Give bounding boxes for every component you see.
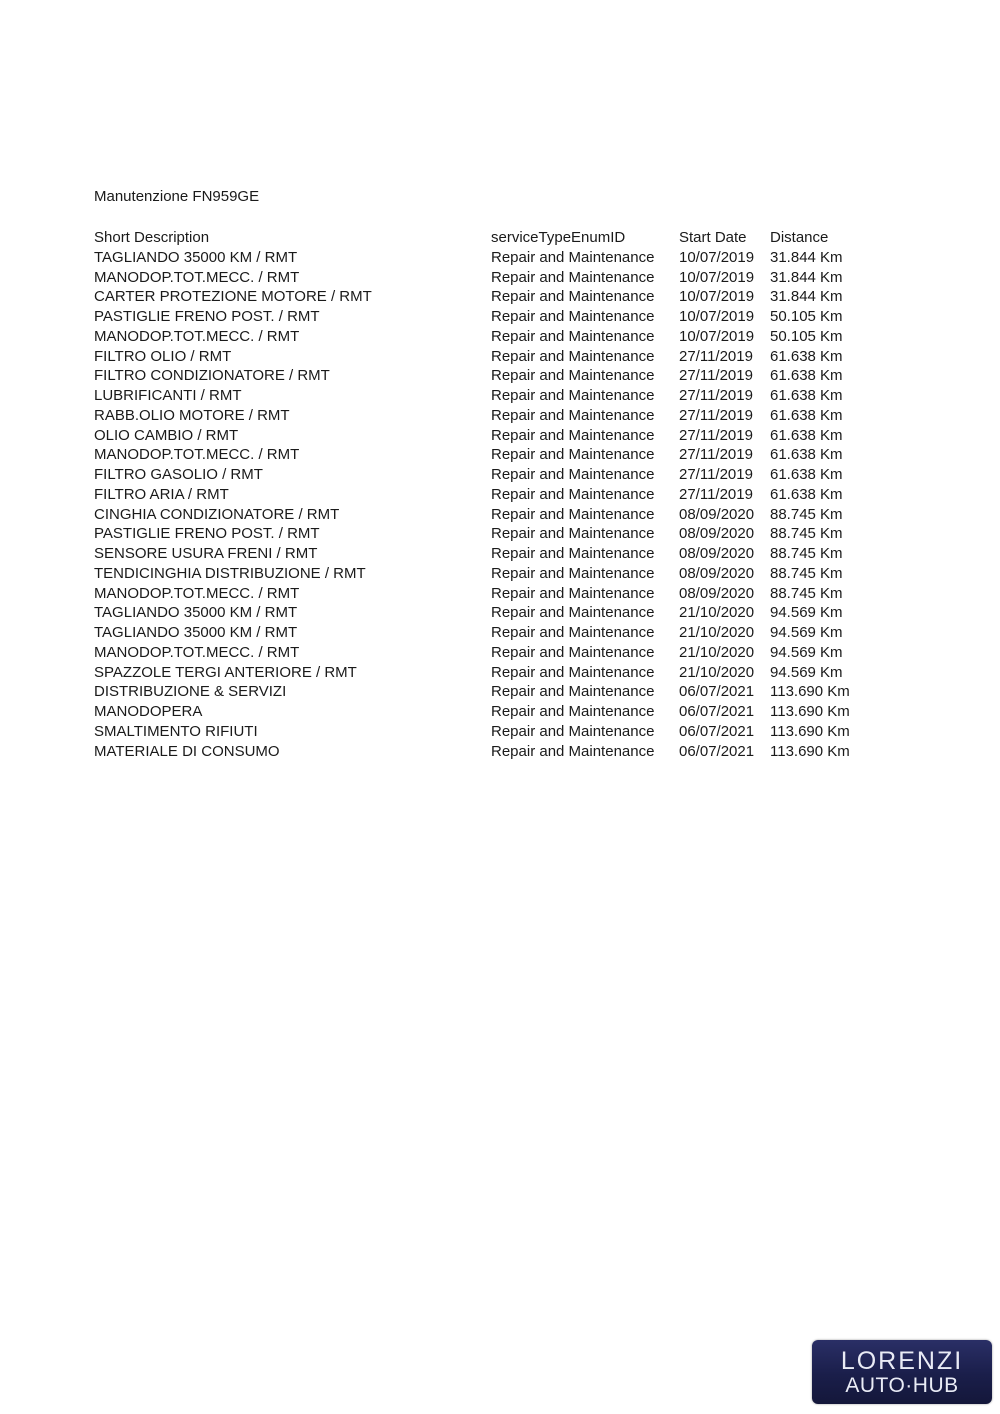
cell-start-date: 08/09/2020	[679, 564, 755, 582]
cell-service-type: Repair and Maintenance	[491, 663, 655, 681]
table-row	[94, 544, 874, 564]
cell-distance: 61.638 Km	[770, 485, 843, 503]
cell-short-description: FILTRO OLIO / RMT	[94, 347, 232, 365]
cell-short-description: MATERIALE DI CONSUMO	[94, 742, 280, 760]
cell-start-date: 10/07/2019	[679, 308, 755, 325]
cell-distance: 94.569 Km	[770, 624, 843, 641]
header-short-description: Short Description	[94, 229, 210, 246]
cell-start-date: 27/11/2019	[679, 347, 753, 365]
cell-distance: 113.690 Km	[770, 742, 850, 760]
cell-service-type: Repair and Maintenance	[491, 288, 655, 306]
cell-service-type: Repair and Maintenance	[491, 643, 655, 661]
table-row	[94, 327, 874, 347]
table-row	[94, 663, 874, 683]
lorenzi-auto-hub-logo	[812, 1340, 992, 1404]
cell-distance: 113.690 Km	[770, 703, 850, 720]
cell-service-type: Repair and Maintenance	[491, 367, 655, 385]
cell-service-type: Repair and Maintenance	[491, 545, 655, 562]
table-body	[94, 248, 874, 762]
cell-distance: 50.105 Km	[770, 327, 843, 345]
cell-start-date: 10/07/2019	[679, 268, 755, 286]
table-row	[94, 485, 874, 505]
cell-start-date: 08/09/2020	[679, 505, 755, 523]
cell-short-description: SPAZZOLE TERGI ANTERIORE / RMT	[94, 663, 357, 681]
cell-short-description: RABB.OLIO MOTORE / RMT	[94, 406, 290, 424]
cell-short-description: MANODOP.TOT.MECC. / RMT	[94, 643, 300, 661]
table-row	[94, 643, 874, 663]
cell-start-date: 21/10/2020	[679, 624, 755, 641]
cell-service-type: Repair and Maintenance	[491, 525, 655, 543]
cell-short-description: MANODOP.TOT.MECC. / RMT	[94, 268, 300, 286]
cell-short-description: SENSORE USURA FRENI / RMT	[94, 545, 318, 562]
cell-start-date: 06/07/2021	[679, 703, 755, 720]
cell-service-type: Repair and Maintenance	[491, 248, 655, 266]
table-row	[94, 584, 874, 604]
cell-start-date: 10/07/2019	[679, 327, 755, 345]
cell-distance: 88.745 Km	[770, 545, 843, 562]
logo-text-line1: LORENZI	[840, 1346, 964, 1375]
cell-service-type: Repair and Maintenance	[491, 564, 655, 582]
cell-service-type: Repair and Maintenance	[491, 742, 655, 760]
cell-short-description: MANODOPERA	[94, 703, 203, 720]
cell-start-date: 10/07/2019	[679, 248, 755, 266]
cell-short-description: FILTRO CONDIZIONATORE / RMT	[94, 367, 330, 385]
cell-short-description: LUBRIFICANTI / RMT	[94, 387, 242, 404]
cell-distance: 94.569 Km	[770, 663, 843, 681]
table-row	[94, 426, 874, 446]
cell-short-description: TAGLIANDO 35000 KM / RMT	[94, 248, 298, 266]
table-row	[94, 287, 874, 307]
cell-start-date: 08/09/2020	[679, 545, 755, 562]
cell-service-type: Repair and Maintenance	[491, 347, 655, 365]
cell-start-date: 27/11/2019	[679, 367, 753, 385]
cell-distance: 31.844 Km	[770, 248, 843, 266]
cell-start-date: 21/10/2020	[679, 643, 755, 661]
cell-distance: 50.105 Km	[770, 308, 843, 325]
table-row	[94, 406, 874, 426]
table-row	[94, 307, 874, 327]
cell-short-description: TAGLIANDO 35000 KM / RMT	[94, 604, 298, 622]
cell-distance: 61.638 Km	[770, 426, 843, 444]
cell-service-type: Repair and Maintenance	[491, 327, 655, 345]
cell-distance: 31.844 Km	[770, 288, 843, 306]
cell-service-type: Repair and Maintenance	[491, 505, 655, 523]
cell-service-type: Repair and Maintenance	[491, 426, 655, 444]
cell-short-description: OLIO CAMBIO / RMT	[94, 426, 239, 444]
cell-distance: 61.638 Km	[770, 406, 843, 424]
table-row	[94, 386, 874, 406]
table-row	[94, 505, 874, 525]
table-row	[94, 248, 874, 268]
cell-start-date: 08/09/2020	[679, 584, 755, 602]
cell-short-description: PASTIGLIE FRENO POST. / RMT	[94, 308, 320, 325]
cell-short-description: CINGHIA CONDIZIONATORE / RMT	[94, 505, 340, 523]
cell-distance: 88.745 Km	[770, 584, 843, 602]
cell-service-type: Repair and Maintenance	[491, 406, 655, 424]
cell-distance: 31.844 Km	[770, 268, 843, 286]
cell-service-type: Repair and Maintenance	[491, 387, 655, 404]
cell-distance: 88.745 Km	[770, 505, 843, 523]
cell-start-date: 27/11/2019	[679, 426, 753, 444]
cell-start-date: 06/07/2021	[679, 742, 755, 760]
cell-distance: 61.638 Km	[770, 466, 843, 483]
cell-distance: 61.638 Km	[770, 446, 843, 464]
cell-start-date: 27/11/2019	[679, 485, 753, 503]
cell-short-description: SMALTIMENTO RIFIUTI	[94, 722, 258, 740]
table-row	[94, 268, 874, 288]
cell-start-date: 21/10/2020	[679, 663, 755, 681]
table-row	[94, 623, 874, 643]
cell-distance: 94.569 Km	[770, 604, 843, 622]
header-service-type: serviceTypeEnumID	[491, 229, 626, 246]
cell-short-description: CARTER PROTEZIONE MOTORE / RMT	[94, 288, 372, 306]
cell-start-date: 27/11/2019	[679, 466, 753, 483]
page-title: Manutenzione FN959GE	[94, 188, 260, 205]
table-header-row	[94, 228, 874, 248]
cell-distance: 61.638 Km	[770, 347, 843, 365]
cell-short-description: TAGLIANDO 35000 KM / RMT	[94, 624, 298, 641]
cell-short-description: DISTRIBUZIONE & SERVIZI	[94, 683, 287, 701]
cell-service-type: Repair and Maintenance	[491, 268, 655, 286]
cell-distance: 61.638 Km	[770, 387, 843, 404]
cell-service-type: Repair and Maintenance	[491, 584, 655, 602]
cell-start-date: 06/07/2021	[679, 683, 755, 701]
cell-start-date: 06/07/2021	[679, 722, 755, 740]
logo-text-line2: AUTO·HUB	[845, 1373, 959, 1397]
table-row	[94, 564, 874, 584]
cell-service-type: Repair and Maintenance	[491, 624, 655, 641]
header-start-date: Start Date	[679, 229, 747, 246]
cell-distance: 113.690 Km	[770, 683, 850, 701]
header-distance: Distance	[770, 229, 829, 246]
maintenance-table	[94, 228, 874, 761]
cell-distance: 113.690 Km	[770, 722, 850, 740]
table-row	[94, 524, 874, 544]
cell-short-description: FILTRO GASOLIO / RMT	[94, 466, 263, 483]
cell-start-date: 27/11/2019	[679, 406, 753, 424]
cell-distance: 88.745 Km	[770, 564, 843, 582]
cell-distance: 94.569 Km	[770, 643, 843, 661]
table-row	[94, 722, 874, 742]
cell-service-type: Repair and Maintenance	[491, 485, 655, 503]
cell-service-type: Repair and Maintenance	[491, 604, 655, 622]
cell-short-description: MANODOP.TOT.MECC. / RMT	[94, 584, 300, 602]
cell-service-type: Repair and Maintenance	[491, 703, 655, 720]
table-row	[94, 742, 874, 762]
cell-service-type: Repair and Maintenance	[491, 683, 655, 701]
cell-service-type: Repair and Maintenance	[491, 446, 655, 464]
table-row	[94, 366, 874, 386]
cell-distance: 61.638 Km	[770, 367, 843, 385]
cell-start-date: 27/11/2019	[679, 446, 753, 464]
cell-short-description: MANODOP.TOT.MECC. / RMT	[94, 327, 300, 345]
cell-short-description: PASTIGLIE FRENO POST. / RMT	[94, 525, 320, 543]
table-row	[94, 682, 874, 702]
table-row	[94, 445, 874, 465]
cell-start-date: 08/09/2020	[679, 525, 755, 543]
cell-short-description: TENDICINGHIA DISTRIBUZIONE / RMT	[94, 564, 366, 582]
cell-start-date: 27/11/2019	[679, 387, 753, 404]
cell-short-description: FILTRO ARIA / RMT	[94, 485, 229, 503]
table-row	[94, 702, 874, 722]
cell-service-type: Repair and Maintenance	[491, 308, 655, 325]
cell-service-type: Repair and Maintenance	[491, 722, 655, 740]
table-row	[94, 465, 874, 485]
cell-service-type: Repair and Maintenance	[491, 466, 655, 483]
table-row	[94, 347, 874, 367]
cell-distance: 88.745 Km	[770, 525, 843, 543]
cell-short-description: MANODOP.TOT.MECC. / RMT	[94, 446, 300, 464]
cell-start-date: 21/10/2020	[679, 604, 755, 622]
table-row	[94, 603, 874, 623]
cell-start-date: 10/07/2019	[679, 288, 755, 306]
